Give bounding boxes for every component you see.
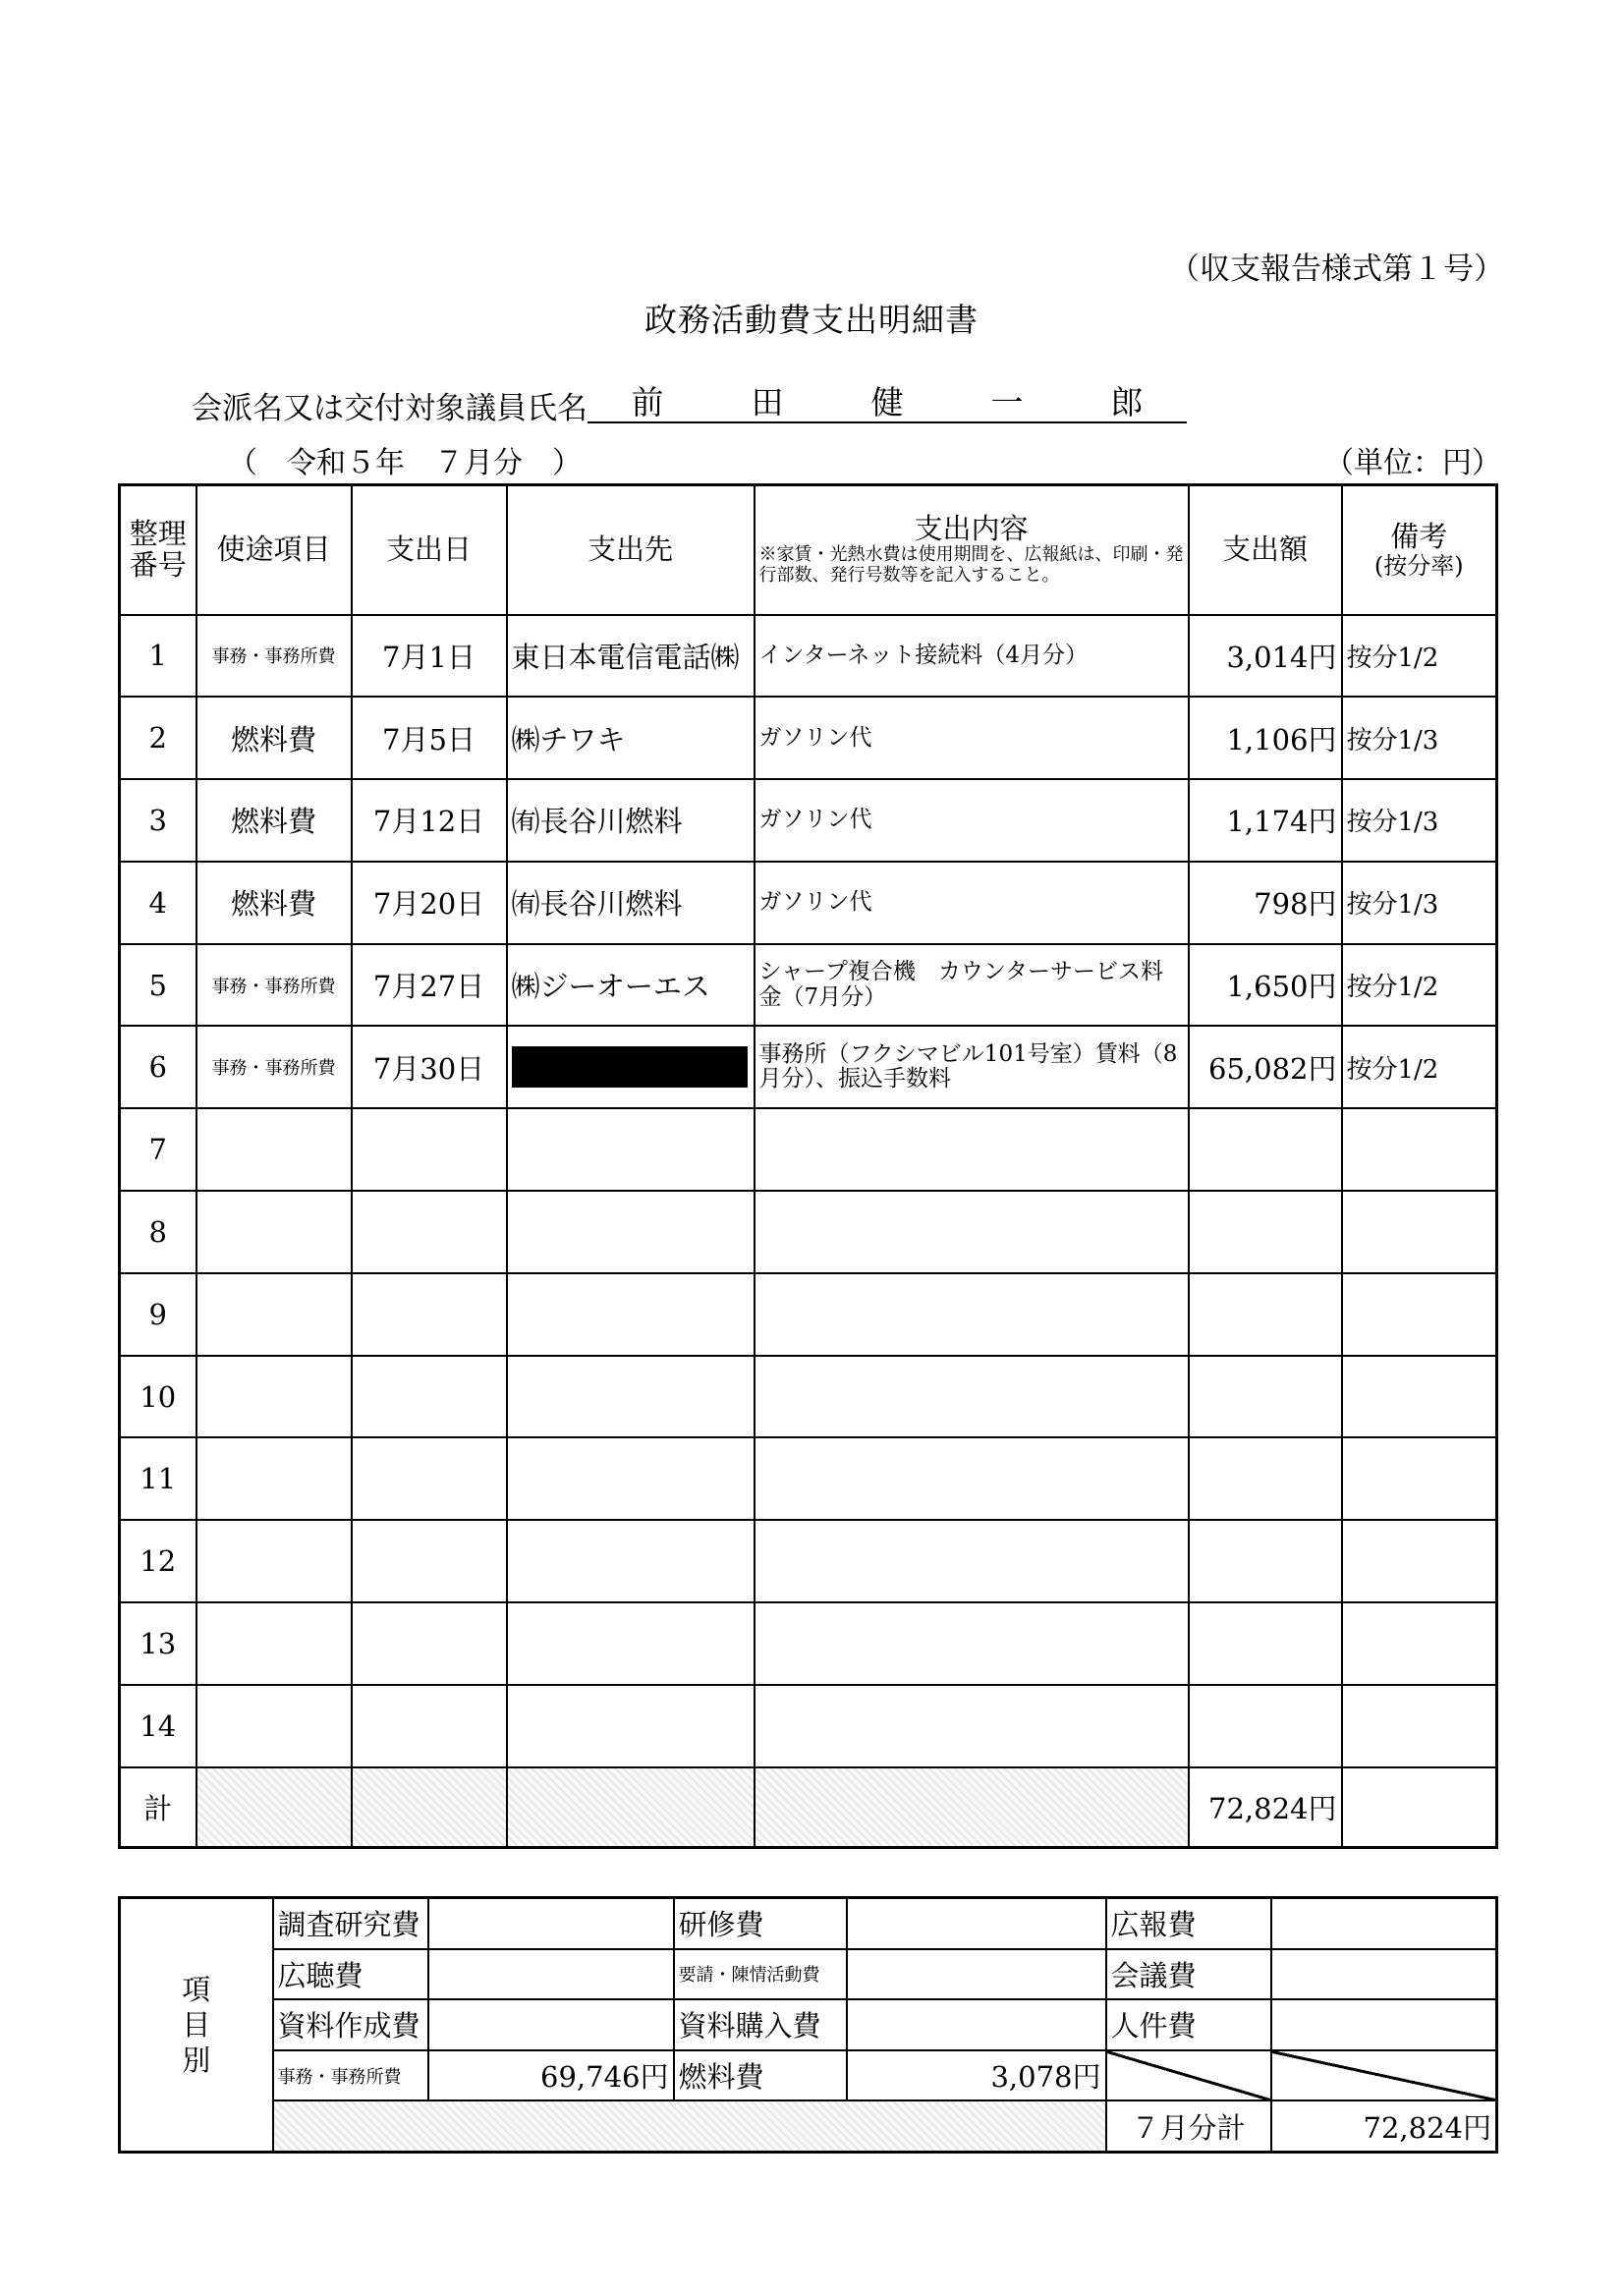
row-remarks: 按分1/2 xyxy=(1342,1026,1497,1108)
row-purpose xyxy=(196,1108,352,1191)
summary-value-fuel: 3,078円 xyxy=(847,2050,1106,2101)
row-amount: 1,174円 xyxy=(1189,779,1342,862)
table-row xyxy=(120,1108,1497,1191)
col-header-remarks-title: 備考 xyxy=(1390,519,1448,553)
row-content xyxy=(755,1437,1189,1520)
row-number: 11 xyxy=(120,1437,196,1520)
row-date: 7月1日 xyxy=(352,615,507,698)
row-number: 14 xyxy=(120,1685,196,1767)
row-payee: 東日本電信電話㈱ xyxy=(507,615,755,698)
table-row xyxy=(120,1026,1497,1108)
row-date xyxy=(352,1520,507,1602)
diagonal-blank-cell xyxy=(1271,2050,1497,2101)
row-number: 7 xyxy=(120,1108,196,1191)
row-purpose xyxy=(196,1437,352,1520)
row-amount: 65,082円 xyxy=(1189,1026,1342,1108)
table-row xyxy=(120,1437,1497,1520)
row-payee xyxy=(507,1356,755,1438)
row-payee xyxy=(507,1026,755,1108)
summary-row-1 xyxy=(120,1898,1497,1949)
row-purpose: 事務・事務所費 xyxy=(196,944,352,1027)
col-header-payee: 支出先 xyxy=(507,485,755,615)
row-number: 6 xyxy=(120,1026,196,1108)
member-name-label: 会派名又は交付対象議員氏名 xyxy=(192,391,588,426)
total-remarks-empty xyxy=(1342,1767,1497,1848)
row-purpose: 燃料費 xyxy=(196,697,352,779)
row-number: 12 xyxy=(120,1520,196,1602)
total-label: 計 xyxy=(120,1767,196,1848)
summary-value-research xyxy=(428,1898,674,1949)
shaded-cell xyxy=(507,1767,755,1848)
row-number: 5 xyxy=(120,944,196,1027)
row-amount xyxy=(1189,1108,1342,1191)
row-amount xyxy=(1189,1602,1342,1685)
row-content: シャープ複合機 カウンターサービス料金（7月分） xyxy=(755,944,1189,1027)
row-number: 13 xyxy=(120,1602,196,1685)
summary-row-2 xyxy=(120,1949,1497,2000)
month-total-label: ７月分計 xyxy=(1106,2100,1271,2152)
row-payee xyxy=(507,1520,755,1602)
row-payee xyxy=(507,1191,755,1273)
member-name-char: 一 xyxy=(990,382,1024,421)
row-remarks xyxy=(1342,1108,1497,1191)
summary-label-personnel: 人件費 xyxy=(1106,1999,1271,2050)
summary-value-material-purchase xyxy=(847,1999,1106,2050)
col-header-amount: 支出額 xyxy=(1189,485,1342,615)
row-date xyxy=(352,1685,507,1767)
row-content xyxy=(755,1685,1189,1767)
row-amount: 1,106円 xyxy=(1189,697,1342,779)
row-content: インターネット接続料（4月分） xyxy=(755,615,1189,698)
summary-label-meeting: 会議費 xyxy=(1106,1949,1271,2000)
row-amount xyxy=(1189,1356,1342,1438)
shaded-cell xyxy=(755,1767,1189,1848)
row-payee xyxy=(507,1108,755,1191)
row-date xyxy=(352,1356,507,1438)
row-content: ガソリン代 xyxy=(755,779,1189,862)
summary-label-training: 研修費 xyxy=(674,1898,847,1949)
col-header-purpose: 使途項目 xyxy=(196,485,352,615)
row-remarks xyxy=(1342,1437,1497,1520)
side-label-char: 別 xyxy=(182,2044,211,2078)
summary-row-4 xyxy=(120,2050,1497,2101)
col-header-remarks xyxy=(1342,485,1497,615)
row-remarks xyxy=(1342,1273,1497,1356)
document-title: 政務活動費支出明細書 xyxy=(644,301,979,339)
row-purpose: 燃料費 xyxy=(196,779,352,862)
row-date: 7月12日 xyxy=(352,779,507,862)
row-remarks: 按分1/3 xyxy=(1342,697,1497,779)
member-name xyxy=(588,378,1187,423)
row-date: 7月27日 xyxy=(352,944,507,1027)
row-number: 10 xyxy=(120,1356,196,1438)
table-row xyxy=(120,1520,1497,1602)
row-date: 7月20日 xyxy=(352,862,507,944)
category-summary-table xyxy=(118,1896,1498,2154)
table-row xyxy=(120,1273,1497,1356)
row-payee: ㈲長谷川燃料 xyxy=(507,862,755,944)
side-label-char: 項 xyxy=(182,1972,211,2006)
shaded-cell xyxy=(273,2100,1106,2152)
table-row xyxy=(120,697,1497,779)
summary-label-office: 事務・事務所費 xyxy=(273,2050,428,2101)
month-total-value: 72,824円 xyxy=(1271,2100,1497,2152)
table-row xyxy=(120,615,1497,698)
unit-label: （単位：円） xyxy=(1324,446,1501,480)
row-amount xyxy=(1189,1437,1342,1520)
member-name-char: 健 xyxy=(870,382,904,421)
summary-value-hearing xyxy=(428,1949,674,2000)
table-row xyxy=(120,1356,1497,1438)
row-amount xyxy=(1189,1191,1342,1273)
summary-label-research: 調査研究費 xyxy=(273,1898,428,1949)
row-amount xyxy=(1189,1685,1342,1767)
row-date xyxy=(352,1602,507,1685)
row-content xyxy=(755,1356,1189,1438)
row-date xyxy=(352,1108,507,1191)
row-number: 8 xyxy=(120,1191,196,1273)
col-header-date: 支出日 xyxy=(352,485,507,615)
summary-label-pr: 広報費 xyxy=(1106,1898,1271,1949)
row-purpose xyxy=(196,1356,352,1438)
table-row xyxy=(120,1685,1497,1767)
row-payee xyxy=(507,1602,755,1685)
row-number: 9 xyxy=(120,1273,196,1356)
summary-row-5 xyxy=(120,2100,1497,2152)
row-payee: ㈱チワキ xyxy=(507,697,755,779)
side-label-char: 目 xyxy=(182,2007,211,2042)
col-header-remarks-sub: (按分率) xyxy=(1373,551,1464,580)
row-number: 1 xyxy=(120,615,196,698)
row-amount: 3,014円 xyxy=(1189,615,1342,698)
row-content: ガソリン代 xyxy=(755,862,1189,944)
row-date xyxy=(352,1437,507,1520)
row-purpose xyxy=(196,1520,352,1602)
redaction-bar xyxy=(512,1046,748,1088)
report-period: （ 令和５年 ７月分 ） xyxy=(228,446,582,480)
col-header-content xyxy=(755,485,1189,615)
row-purpose xyxy=(196,1602,352,1685)
table-row xyxy=(120,944,1497,1027)
row-purpose: 事務・事務所費 xyxy=(196,1026,352,1108)
total-row xyxy=(120,1767,1497,1848)
row-content xyxy=(755,1273,1189,1356)
summary-value-office: 69,746円 xyxy=(428,2050,674,2101)
row-number: 2 xyxy=(120,697,196,779)
row-remarks: 按分1/3 xyxy=(1342,862,1497,944)
summary-value-pr xyxy=(1271,1898,1497,1949)
row-amount: 1,650円 xyxy=(1189,944,1342,1027)
row-purpose xyxy=(196,1191,352,1273)
summary-label-material-purchase: 資料購入費 xyxy=(674,1999,847,2050)
row-content xyxy=(755,1108,1189,1191)
row-content xyxy=(755,1602,1189,1685)
table-row xyxy=(120,862,1497,944)
diagonal-blank-cell xyxy=(1106,2050,1271,2101)
summary-label-fuel: 燃料費 xyxy=(674,2050,847,2101)
row-payee xyxy=(507,1273,755,1356)
table-row xyxy=(120,779,1497,862)
shaded-cell xyxy=(196,1767,352,1848)
col-header-no: 整理番号 xyxy=(120,485,196,615)
table-row xyxy=(120,1191,1497,1273)
row-content xyxy=(755,1520,1189,1602)
member-name-char: 郎 xyxy=(1110,382,1144,421)
col-header-content-title: 支出内容 xyxy=(914,512,1029,546)
summary-side-label xyxy=(120,1898,273,2153)
row-number: 3 xyxy=(120,779,196,862)
shaded-cell xyxy=(352,1767,507,1848)
row-content: 事務所（フクシマビル101号室）賃料（8月分）、振込手数料 xyxy=(755,1026,1189,1108)
row-remarks: 按分1/2 xyxy=(1342,944,1497,1027)
row-remarks xyxy=(1342,1191,1497,1273)
row-content: ガソリン代 xyxy=(755,697,1189,779)
table-header-row xyxy=(120,485,1497,615)
form-number-label: （収支報告様式第１号） xyxy=(1169,252,1504,287)
row-purpose: 燃料費 xyxy=(196,862,352,944)
row-purpose xyxy=(196,1273,352,1356)
summary-value-training xyxy=(847,1898,1106,1949)
row-date: 7月5日 xyxy=(352,697,507,779)
row-remarks: 按分1/3 xyxy=(1342,779,1497,862)
row-remarks xyxy=(1342,1685,1497,1767)
row-purpose xyxy=(196,1685,352,1767)
summary-row-3 xyxy=(120,1999,1497,2050)
row-amount xyxy=(1189,1273,1342,1356)
table-row xyxy=(120,1602,1497,1685)
row-payee: ㈲長谷川燃料 xyxy=(507,779,755,862)
summary-value-personnel xyxy=(1271,1999,1497,2050)
row-date xyxy=(352,1273,507,1356)
row-number: 4 xyxy=(120,862,196,944)
summary-value-material-creation xyxy=(428,1999,674,2050)
col-header-content-note: ※家賃・光熱水費は使用期間を、広報紙は、印刷・発行部数、発行号数等を記入すること。 xyxy=(758,544,1184,586)
member-name-char: 前 xyxy=(631,382,664,421)
row-remarks: 按分1/2 xyxy=(1342,615,1497,698)
row-date: 7月30日 xyxy=(352,1026,507,1108)
row-purpose: 事務・事務所費 xyxy=(196,615,352,698)
total-amount: 72,824円 xyxy=(1189,1767,1342,1848)
row-content xyxy=(755,1191,1189,1273)
row-date xyxy=(352,1191,507,1273)
row-remarks xyxy=(1342,1356,1497,1438)
summary-value-petition xyxy=(847,1949,1106,2000)
row-payee: ㈱ジーオーエス xyxy=(507,944,755,1027)
summary-value-meeting xyxy=(1271,1949,1497,2000)
row-payee xyxy=(507,1437,755,1520)
expense-detail-table xyxy=(118,483,1498,1849)
row-remarks xyxy=(1342,1520,1497,1602)
row-amount xyxy=(1189,1520,1342,1602)
row-payee xyxy=(507,1685,755,1767)
summary-label-petition: 要請・陳情活動費 xyxy=(674,1949,847,2000)
summary-label-hearing: 広聴費 xyxy=(273,1949,428,2000)
member-name-char: 田 xyxy=(751,382,784,421)
row-remarks xyxy=(1342,1602,1497,1685)
row-amount: 798円 xyxy=(1189,862,1342,944)
summary-label-material-creation: 資料作成費 xyxy=(273,1999,428,2050)
